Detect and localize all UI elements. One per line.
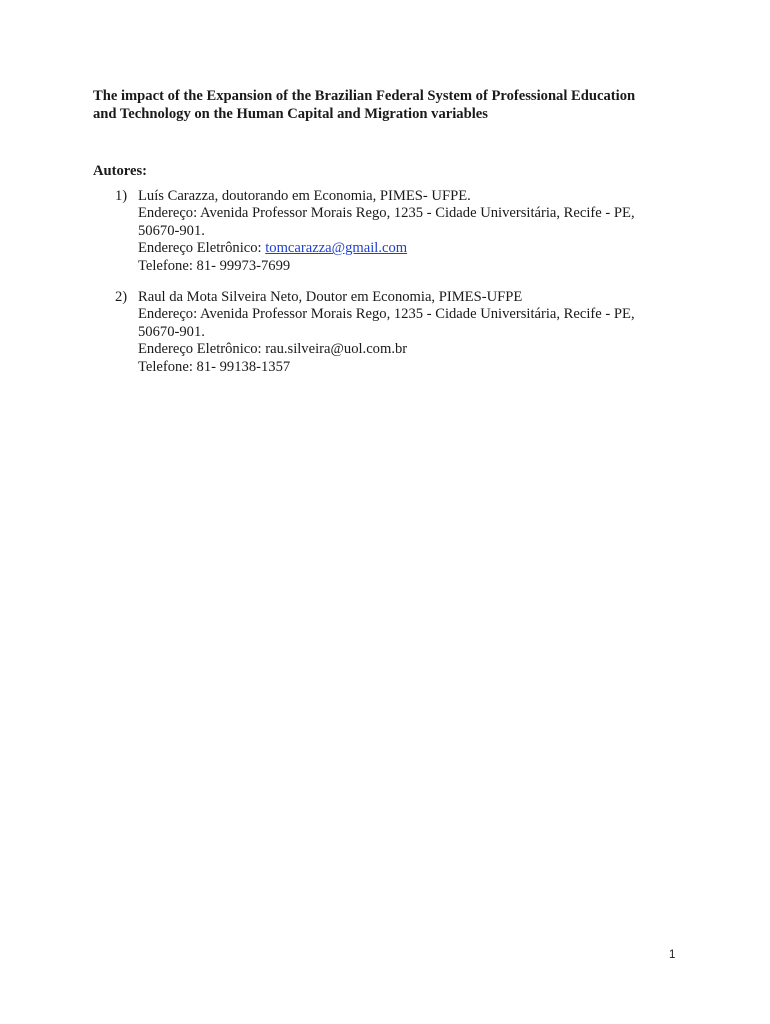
authors-heading: Autores:	[93, 163, 148, 179]
author-address-zip: 50670-901.	[138, 222, 205, 239]
author-email-label: Endereço Eletrônico:	[138, 341, 266, 358]
author-name-line: Raul da Mota Silveira Neto, Doutor em Economia, PIMES-UFPE	[138, 289, 523, 305]
author-address-line: Endereço: Avenida Professor Morais Rego, 1235 - Cidade Universitária, Recife - PE,	[138, 205, 635, 222]
author-address-zip: 50670-901.	[138, 323, 205, 340]
author-email-line	[138, 341, 698, 358]
author-name-line: Luís Carazza, doutorando em Economia, PIMES- UFPE.	[138, 188, 471, 204]
author-email-link[interactable]: tomcarazza@gmail.com	[265, 240, 408, 257]
title-line-1: The impact of the Expansion of the Brazilian Federal System of Professional Education	[93, 88, 636, 104]
author-phone-line: Telefone: 81- 99973-7699	[138, 257, 291, 274]
author-email-text: rau.silveira@uol.com.br	[265, 341, 408, 358]
author-number: 2)	[115, 289, 128, 305]
author-details	[138, 289, 698, 376]
author-email-label: Endereço Eletrônico:	[138, 240, 266, 257]
page-number: 1	[669, 949, 676, 961]
author-email-line	[138, 240, 698, 257]
document-title	[93, 87, 693, 123]
author-details	[138, 188, 698, 275]
title-line-2: and Technology on the Human Capital and Migration variables	[93, 106, 488, 122]
author-phone-line: Telefone: 81- 99138-1357	[138, 358, 291, 375]
author-number: 1)	[115, 188, 128, 204]
author-address-line: Endereço: Avenida Professor Morais Rego, 1235 - Cidade Universitária, Recife - PE,	[138, 306, 635, 323]
